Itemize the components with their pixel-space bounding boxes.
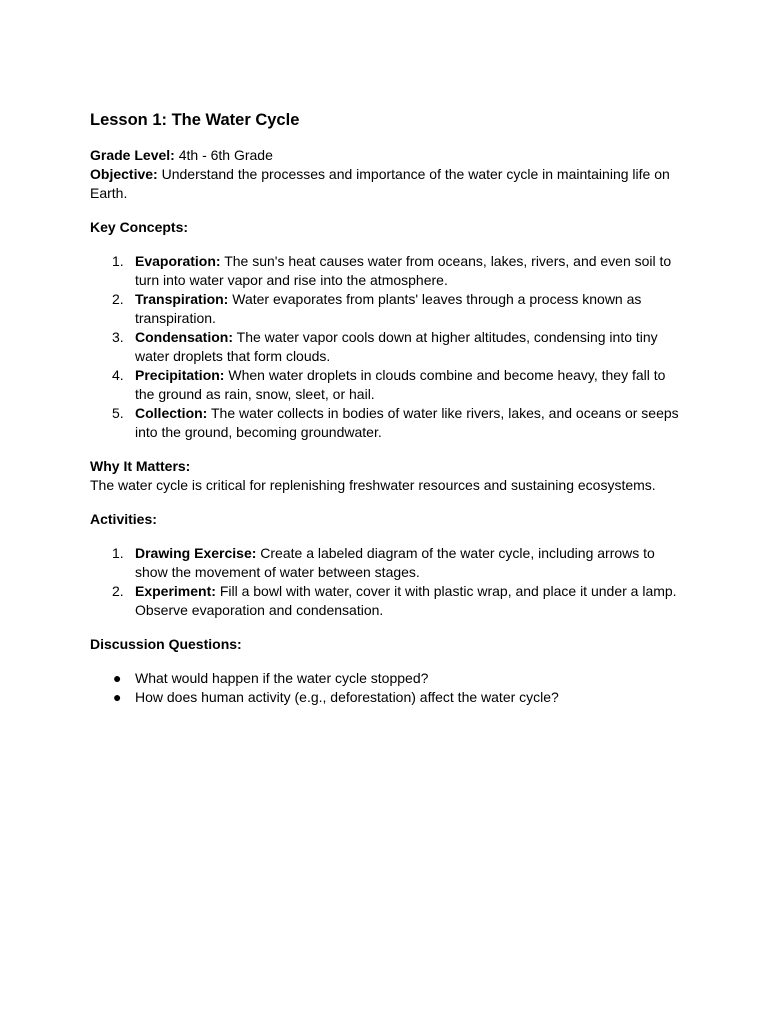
spacer [90, 237, 680, 252]
concept-term: Transpiration: [135, 291, 229, 307]
spacer [90, 529, 680, 544]
list-number: 1. [112, 545, 124, 561]
question-text: What would happen if the water cycle stopped? [135, 670, 429, 686]
bullet-icon: ● [113, 689, 122, 705]
list-item [90, 669, 680, 688]
list-item [90, 290, 680, 328]
list-number: 3. [112, 329, 124, 345]
activity-term: Experiment: [135, 583, 216, 599]
concept-text: The sun's heat causes water from oceans, lakes, rivers, and even soil to turn into water vapor and rise into the atmosphere. [135, 253, 672, 288]
concept-text: When water droplets in clouds combine and become heavy, they fall to the ground as rain, snow, sleet, or hail. [135, 367, 666, 402]
lesson-title: Lesson 1: The Water Cycle [90, 111, 300, 129]
list-item [90, 688, 680, 707]
spacer [90, 495, 680, 510]
discussion-questions-heading: Discussion Questions: [90, 636, 242, 652]
list-item [90, 404, 680, 442]
concept-term: Precipitation: [135, 367, 225, 383]
objective-label: Objective: [90, 166, 158, 182]
concept-text: Water evaporates from plants' leaves through a process known as transpiration. [135, 291, 642, 326]
concept-term: Evaporation: [135, 253, 221, 269]
why-it-matters-heading: Why It Matters: [90, 458, 191, 474]
spacer [90, 620, 680, 635]
objective-value: Understand the processes and importance of the water cycle in maintaining life on Earth. [90, 166, 670, 201]
list-item [90, 582, 680, 620]
concept-term: Collection: [135, 405, 208, 421]
list-item [90, 328, 680, 366]
activity-text: Fill a bowl with water, cover it with plastic wrap, and place it under a lamp. Observe evaporation and condensation. [135, 583, 677, 618]
activity-text: Create a labeled diagram of the water cycle, including arrows to show the movement of water between stages. [135, 545, 655, 580]
spacer [90, 203, 680, 218]
activity-term: Drawing Exercise: [135, 545, 257, 561]
why-it-matters-text: The water cycle is critical for replenishing freshwater resources and sustaining ecosystems. [90, 477, 656, 493]
list-number: 5. [112, 405, 124, 421]
list-item [90, 366, 680, 404]
spacer [90, 654, 680, 669]
grade-level-line [90, 146, 680, 165]
document-page [90, 109, 680, 707]
concept-text: The water collects in bodies of water like rivers, lakes, and oceans or seeps into the ground, becoming groundwater. [135, 405, 679, 440]
grade-level-label: Grade Level: [90, 147, 175, 163]
question-text: How does human activity (e.g., deforestation) affect the water cycle? [135, 689, 559, 705]
objective-line [90, 165, 680, 203]
list-item [90, 252, 680, 290]
grade-level-value: 4th - 6th Grade [178, 147, 273, 163]
concept-text: The water vapor cools down at higher altitudes, condensing into tiny water droplets that form clouds. [135, 329, 658, 364]
activities-list [90, 544, 680, 620]
list-number: 1. [112, 253, 124, 269]
list-number: 4. [112, 367, 124, 383]
list-number: 2. [112, 291, 124, 307]
concept-term: Condensation: [135, 329, 233, 345]
bullet-icon: ● [113, 670, 122, 686]
discussion-questions-list [90, 669, 680, 707]
list-number: 2. [112, 583, 124, 599]
list-item [90, 544, 680, 582]
key-concepts-list [90, 252, 680, 442]
spacer [90, 442, 680, 457]
activities-heading: Activities: [90, 511, 157, 527]
key-concepts-heading: Key Concepts: [90, 219, 189, 235]
